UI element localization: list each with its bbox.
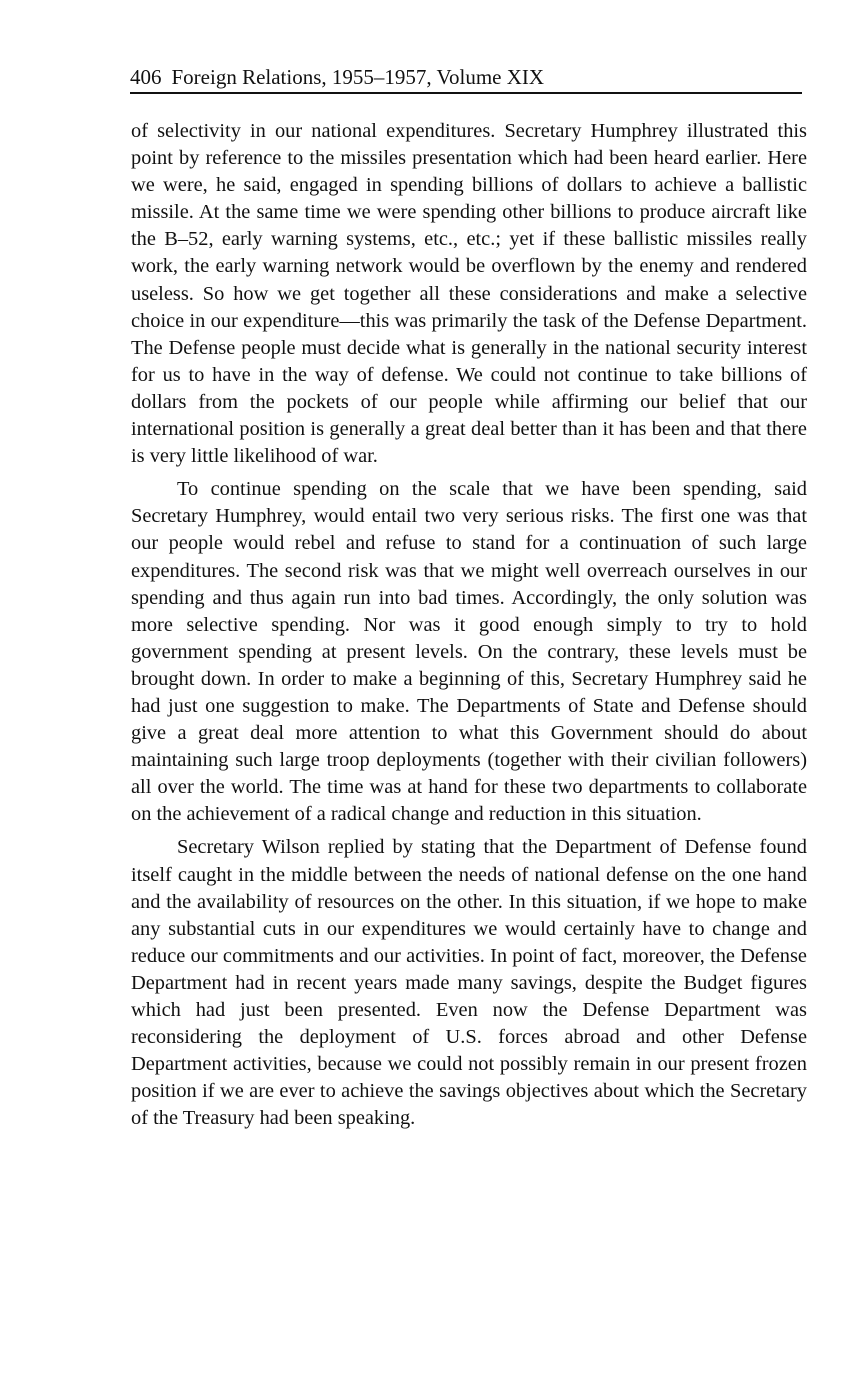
running-head xyxy=(130,64,802,94)
body-text xyxy=(131,118,807,1138)
paragraph-humphrey-risks: To continue spending on the scale that we have been spending, said Secretary Humphrey, would entail two very serious risks. The first one was that our people would rebel and refuse to stand for a continuation of such large expenditures. The second risk was that we might well overreach ourselves in our spending and thus again run into bad times. Accordingly, the only solution was more selective spending. Nor was it good enough simply to try to hold government spending at present levels. On the contrary, these levels must be brought down. In order to make a beginning of this, Secretary Humphrey said he had just one suggestion to make. The Departments of State and Defense should give a great deal more attention to what this Government should do about maintaining such large troop deployments (together with their civilian followers) all over the world. The time was at hand for these two departments to collaborate on the achievement of a radical change and reduction in this situation. xyxy=(131,478,807,826)
paragraph-continued: of selectivity in our national expenditures. Secretary Humphrey illustrated this point by reference to the missiles presentation which had been heard earlier. Here we were, he said, engaged in spending billions of dollars to achieve a ballistic missile. At the same time we were spending other billions to produce aircraft like the B–52, early warning systems, etc., etc.; yet if these ballistic missiles really work, the early warning network would be overflown by the enemy and rendered useless. So how we get together all these considerations and make a selective choice in our expenditure—this was primarily the task of the Defense Department. The Defense people must decide what is generally in the national security interest for us to have in the way of defense. We could not continue to take billions of dollars from the pockets of our people while affirming our belief that our international position is generally a great deal better than it has been and that there is very little likelihood of war. xyxy=(131,120,807,468)
page-number: 406 xyxy=(130,65,162,89)
paragraph-wilson-reply: Secretary Wilson replied by stating that the Department of Defense found itself caught in the middle between the needs of national defense on the one hand and the availability of resources on the other. In this situation, if we hope to make any substantial cuts in our expenditures we would certainly have to change and reduce our commitments and our activities. In point of fact, moreover, the Defense Department had in recent years made many savings, despite the Budget figures which had just been presented. Even now the Defense Department was reconsidering the deployment of U.S. forces abroad and other Defense Department activities, because we could not possibly remain in our present frozen position if we are ever to achieve the savings objectives about which the Secretary of the Treasury had been speaking. xyxy=(131,836,807,1130)
running-head-title: Foreign Relations, 1955–1957, Volume XIX xyxy=(171,65,545,89)
